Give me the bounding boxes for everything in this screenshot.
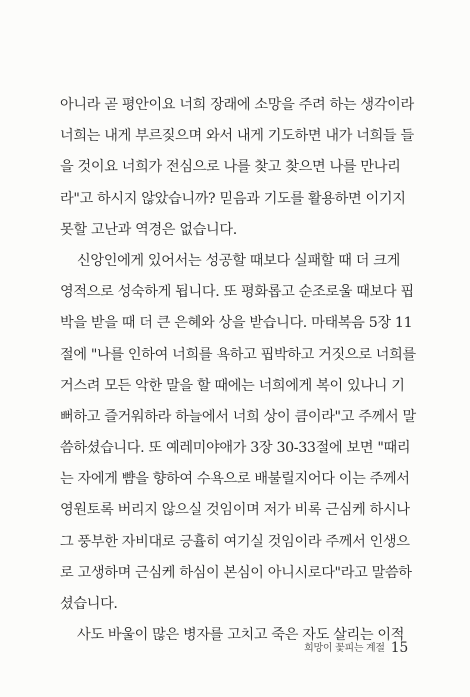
text-line: 거스려 모든 악한 말을 할 때에는 너희에게 복이 있나니 기 [60,377,405,394]
text-line: 씀하셨습니다. 또 예레미야애가 3장 30-33절에 보면 "때리 [60,440,411,457]
running-title: 희망이 꽃피는 계절 [304,643,385,654]
text-line: 절에 "나를 인하여 너희를 욕하고 핍박하고 거짓으로 너희를 [60,346,416,363]
page-number: 15 [390,640,408,656]
text-line: 뻐하고 즐거워하라 하늘에서 너희 상이 큼이라"고 주께서 말 [60,408,416,425]
text-line: 셨습니다. [60,596,118,612]
text-line: 영원토록 버리지 않으실 것임이며 저가 비록 근심케 하시나 [60,502,410,519]
text-line: 너희는 내게 부르짖으며 와서 내게 기도하면 내가 너희들 들 [60,128,414,145]
text-line: 아니라 곧 평안이요 너희 장래에 소망을 주려 하는 생각이라 [60,97,414,113]
text-line: 는 자에게 뺨을 향하여 수욕으로 배불릴지어다 이는 주께서 [60,471,410,488]
text-line: 로 고생하며 근심케 하심이 본심이 아니시로다"라고 말씀하 [60,564,412,581]
text-line: 라"고 하시지 않았습니까? 믿음과 기도를 활용하면 이기지 [60,190,406,207]
paragraph-start-line: 신앙인에게 있어서는 성공할 때보다 실패할 때 더 크게 [77,252,400,269]
text-line: 을 것이요 너희가 전심으로 나를 찾고 찾으면 나를 만나리 [60,159,401,176]
paragraph-start-line: 사도 바울이 많은 병자를 고치고 죽은 자도 살리는 이적 [77,627,405,644]
text-line: 그 풍부한 자비대로 긍휼히 여기실 것임이라 주께서 인생으 [60,533,410,550]
text-line: 박을 받을 때 더 큰 은혜와 상을 받습니다. 마태복음 5장 11 [60,315,413,332]
text-line: 못할 고난과 역경은 없습니다. [60,221,237,238]
page-footer [304,639,408,656]
text-line: 영적으로 성숙하게 됩니다. 또 평화롭고 순조로울 때보다 핍 [60,284,414,301]
